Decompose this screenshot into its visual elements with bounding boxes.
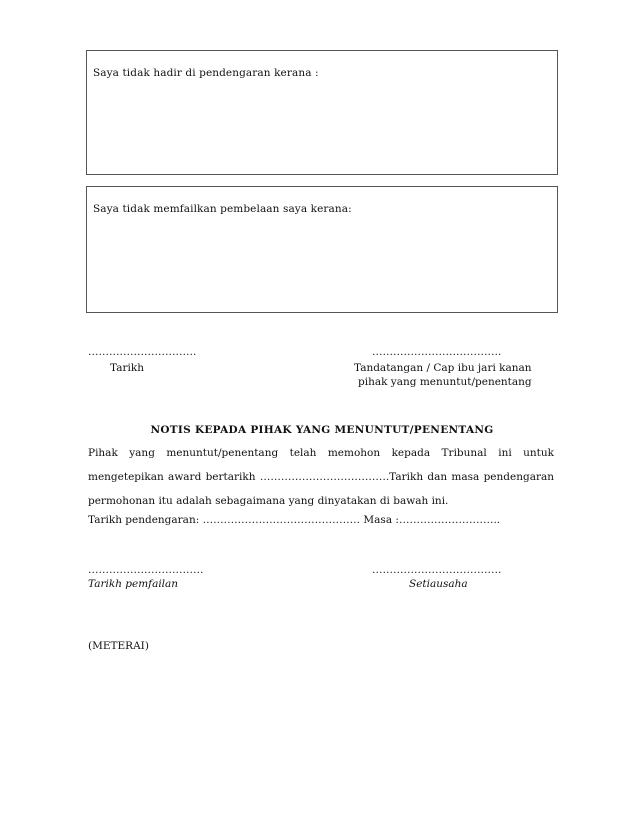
filing-date-dots: ……………………………: [88, 564, 204, 576]
signature-dots: ……………………………….: [372, 346, 502, 358]
notice-line-3: permohonan itu adalah sebagaimana yang dinyatakan di bawah ini.: [88, 495, 449, 507]
notice-line-1: Pihak yang menuntut/penentang telah memohon kepada Tribunal ini untuk: [88, 447, 554, 459]
hearing-date-time: Tarikh pendengaran: ……………………………………… Masa :………………………..: [88, 514, 501, 526]
reason-no-defence-label: Saya tidak memfailkan pembelaan saya kerana:: [93, 203, 352, 215]
reason-no-defence-box: [86, 186, 558, 313]
seal-label: (METERAI): [88, 640, 149, 652]
notice-heading: NOTIS KEPADA PIHAK YANG MENUNTUT/PENENTANG: [150, 424, 494, 436]
reason-not-attending-label: Saya tidak hadir di pendengaran kerana :: [93, 67, 319, 79]
reason-not-attending-box: [86, 50, 558, 175]
date-label: Tarikh: [110, 362, 144, 374]
signature-label: Tandatangan / Cap ibu jari kanan: [354, 362, 532, 374]
notice-line-2: mengetepikan award bertarikh ……………………………….Tarikh dan masa pendengaran: [88, 471, 554, 483]
secretary-dots: ……………………………….: [372, 564, 502, 576]
date-dots: ………………………….: [88, 346, 197, 358]
filing-date-label: Tarikh pemfailan: [88, 578, 179, 590]
secretary-label: Setiausaha: [409, 578, 468, 590]
claimant-label: pihak yang menuntut/penentang: [358, 376, 532, 388]
notice-paragraph: [88, 441, 554, 513]
